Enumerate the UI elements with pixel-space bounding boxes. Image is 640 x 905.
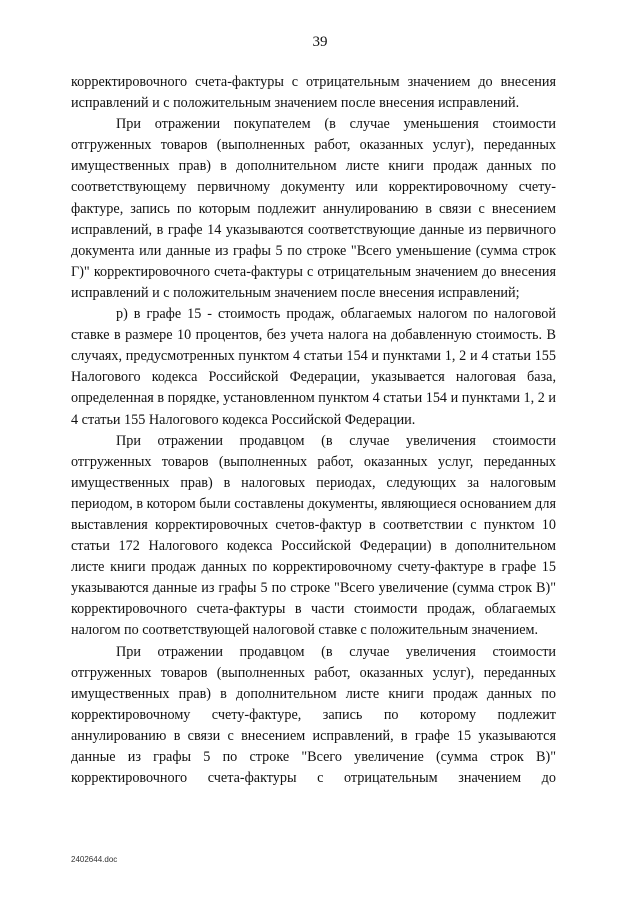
paragraph-seller-increase-annulment: При отражении продавцом (в случае увеличения стоимости отгруженных товаров (выполненных работ, оказанных услуг), переданных имущественных прав) в дополнительном листе книги продаж данных по корректировочному счету-фактуре, запись по которому подлежит аннулированию в связи с внесением исправлений, в графе 15 указываются данные из графы 5 по строке "Всего увеличение (сумма строк В)" корректировочного счета-фактуры с отрицательным значением до bbox=[71, 643, 556, 787]
paragraph-continuation: корректировочного счета-фактуры с отрицательным значением до внесения исправлений и с положительным значением после внесения исправлений. bbox=[71, 74, 556, 112]
document-body bbox=[71, 72, 556, 789]
paragraph-buyer-reduction: При отражении покупателем (в случае уменьшения стоимости отгруженных товаров (выполненных работ, оказанных услуг), переданных имущественных прав) в дополнительном листе книги продаж данных по соответствующему первичному документу или корректировочному счету-фактуре, запись по которым подлежит аннулированию в связи с внесением исправлений, в графе 14 указываются соответствующие данные из первичного документа или данные из графы 5 по строке "Всего уменьшение (сумма строк Г)" корректировочного счета-фактуры с отрицательным значением до внесения исправлений и с положительным значением после внесения исправлений; bbox=[71, 116, 556, 301]
paragraph-seller-increase-tax-periods: При отражении продавцом (в случае увеличения стоимости отгруженных товаров (выполненных работ, оказанных услуг, переданных имущественных прав) в налоговых периодах, следующих за налоговым периодом, в котором были составлены документы, являющиеся основанием для выставления корректировочных счетов-фактур в соответствии с пунктом 10 статьи 172 Налогового кодекса Российской Федерации) в дополнительном листе книги продаж данных по корректировочному счету-фактуре в графе 15 указываются данные из графы 5 по строке "Всего увеличение (сумма строк В)" корректировочного счета-фактуры в части стоимости продаж, облагаемых налогом по соответствующей налоговой ставке с положительным значением. bbox=[71, 432, 556, 639]
page-number: 39 bbox=[312, 34, 328, 50]
footer-filename: 2402644.doc bbox=[71, 855, 118, 864]
paragraph-item-r-column-15: р) в графе 15 - стоимость продаж, облагаемых налогом по налоговой ставке в размере 10 процентов, без учета налога на добавленную стоимость. В случаях, предусмотренных пунктом 4 статьи 154 и пунктами 1, 2 и 4 статьи 155 Налогового кодекса Российской Федерации, указывается налоговая база, определенная в порядке, установленном пунктом 4 статьи 154 и пунктами 1, 2 и 4 статьи 155 Налогового кодекса Российской Федерации. bbox=[71, 306, 556, 428]
